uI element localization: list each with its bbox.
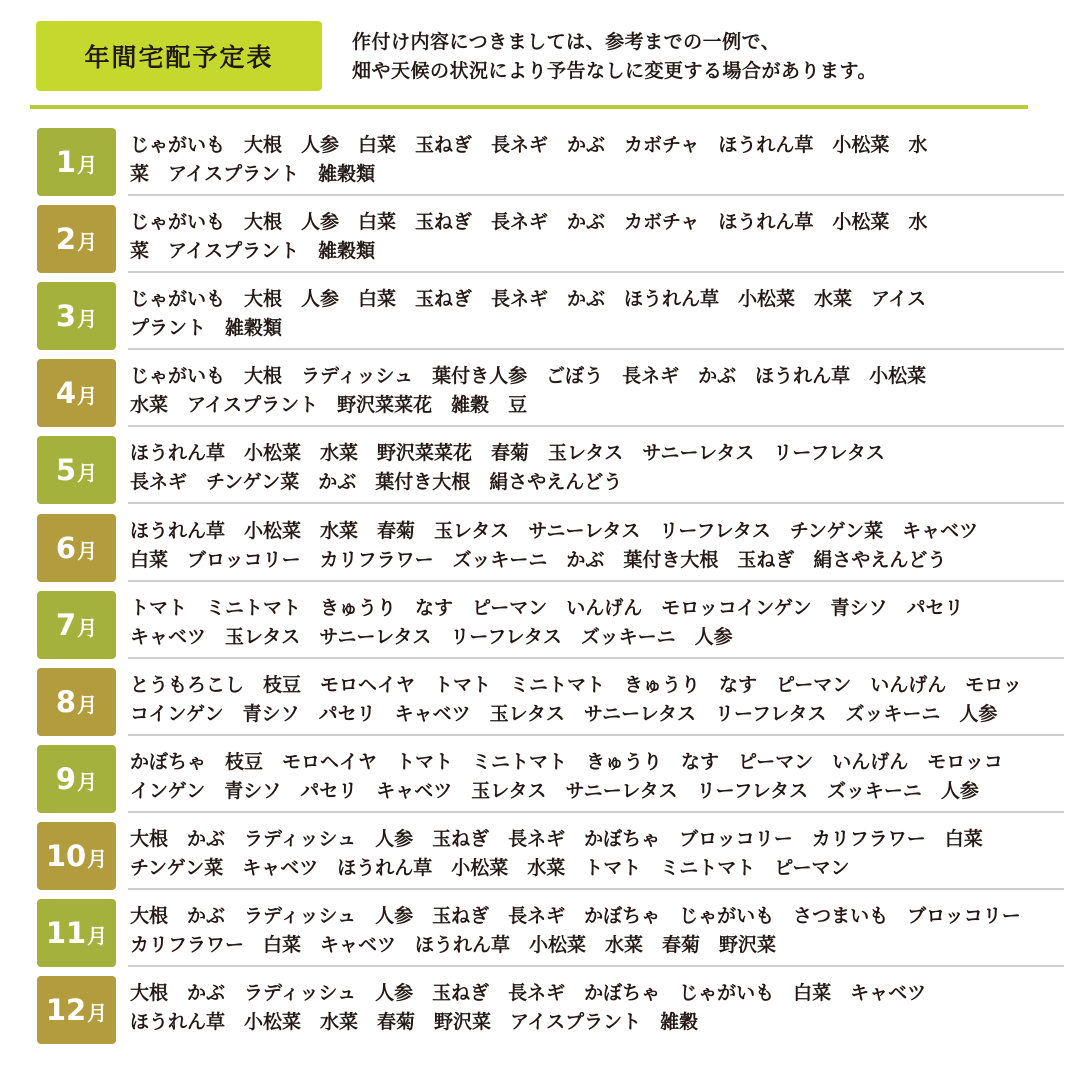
vegetable-list <box>130 439 1066 497</box>
vegetable-list <box>130 594 1066 652</box>
month-number: 7 <box>55 607 77 642</box>
month-row-1 <box>37 128 1067 196</box>
month-number: 8 <box>55 684 77 719</box>
month-number: 11 <box>45 915 87 950</box>
notice-line-2: 畑や天候の状況により予告なしに変更する場合があります。 <box>352 60 877 82</box>
vegetable-line-2: 長ネギ チンゲン菜 かぶ 葉付き大根 絹さやえんどう <box>130 471 623 493</box>
vegetable-line-1: ほうれん草 小松菜 水菜 野沢菜菜花 春菊 玉レタス サニーレタス リーフレタス <box>130 442 885 464</box>
month-unit: 月 <box>77 384 98 408</box>
month-row-9 <box>37 745 1067 813</box>
month-number: 3 <box>55 298 77 333</box>
vegetable-line-2: インゲン 青シソ パセリ キャベツ 玉レタス サニーレタス リーフレタス ズッキーニ 人参 <box>130 780 979 802</box>
row-divider <box>128 580 1064 582</box>
month-unit: 月 <box>77 461 98 485</box>
month-unit: 月 <box>77 616 98 640</box>
month-unit: 月 <box>77 307 98 331</box>
month-unit: 月 <box>87 924 108 948</box>
month-number: 9 <box>55 761 77 796</box>
vegetable-line-1: じゃがいも 大根 ラディッシュ 葉付き人参 ごぼう 長ネギ かぶ ほうれん草 小松菜 <box>130 365 927 387</box>
page-title-badge <box>36 21 322 91</box>
month-row-8 <box>37 668 1067 736</box>
header-divider <box>30 105 1028 109</box>
vegetable-list <box>130 979 1066 1037</box>
vegetable-list <box>130 131 1066 189</box>
row-divider <box>128 811 1064 813</box>
month-badge <box>37 899 116 967</box>
month-number: 4 <box>55 375 77 410</box>
vegetable-line-1: 大根 かぶ ラディッシュ 人参 玉ねぎ 長ネギ かぼちゃ じゃがいも さつまいも ブロッコリー <box>130 905 1021 927</box>
vegetable-line-2: プラント 雑穀類 <box>130 317 283 339</box>
notice-text <box>352 28 1052 86</box>
month-badge <box>37 976 116 1044</box>
row-divider <box>128 502 1064 504</box>
vegetable-list <box>130 285 1066 343</box>
vegetable-line-2: キャベツ 玉レタス サニーレタス リーフレタス ズッキーニ 人参 <box>130 626 733 648</box>
month-badge <box>37 436 116 504</box>
month-badge <box>37 745 116 813</box>
row-divider <box>128 965 1064 967</box>
row-divider <box>128 425 1064 427</box>
month-number: 6 <box>55 530 77 565</box>
row-divider <box>128 194 1064 196</box>
vegetable-line-1: 大根 かぶ ラディッシュ 人参 玉ねぎ 長ネギ かぼちゃ ブロッコリー カリフラワー 白菜 <box>130 828 983 850</box>
month-unit: 月 <box>77 153 98 177</box>
month-row-6 <box>37 514 1067 582</box>
row-divider <box>128 348 1064 350</box>
vegetable-line-2: チンゲン菜 キャベツ ほうれん草 小松菜 水菜 トマト ミニトマト ピーマン <box>130 857 850 879</box>
page-title: 年間宅配予定表 <box>84 43 274 72</box>
month-badge <box>37 591 116 659</box>
row-divider <box>128 271 1064 273</box>
month-number: 10 <box>45 838 87 873</box>
vegetable-list <box>130 748 1066 806</box>
month-row-12 <box>37 976 1067 1044</box>
vegetable-line-2: コインゲン 青シソ パセリ キャベツ 玉レタス サニーレタス リーフレタス ズッキーニ 人参 <box>130 703 998 725</box>
month-number: 1 <box>55 144 77 179</box>
vegetable-line-2: 水菜 アイスプラント 野沢菜菜花 雑穀 豆 <box>130 394 528 416</box>
month-row-5 <box>37 436 1067 504</box>
vegetable-line-1: ほうれん草 小松菜 水菜 春菊 玉レタス サニーレタス リーフレタス チンゲン菜 キャベツ <box>130 520 979 542</box>
month-row-4 <box>37 359 1067 427</box>
vegetable-line-2: 菜 アイスプラント 雑穀類 <box>130 240 376 262</box>
month-unit: 月 <box>87 847 108 871</box>
month-number: 12 <box>45 992 87 1027</box>
vegetable-line-2: ほうれん草 小松菜 水菜 春菊 野沢菜 アイスプラント 雑穀 <box>130 1011 699 1033</box>
vegetable-line-1: じゃがいも 大根 人参 白菜 玉ねぎ 長ネギ かぶ カボチャ ほうれん草 小松菜 水 <box>130 134 928 156</box>
month-badge <box>37 282 116 350</box>
vegetable-line-1: とうもろこし 枝豆 モロヘイヤ トマト ミニトマト きゅうり なす ピーマン いんげん モロッ <box>130 674 1022 696</box>
vegetable-line-1: トマト ミニトマト きゅうり なす ピーマン いんげん モロッコインゲン 青シソ パセリ <box>130 597 964 619</box>
vegetable-list <box>130 825 1066 883</box>
vegetable-list <box>130 671 1066 729</box>
vegetable-line-2: カリフラワー 白菜 キャベツ ほうれん草 小松菜 水菜 春菊 野沢菜 <box>130 934 777 956</box>
month-row-7 <box>37 591 1067 659</box>
vegetable-line-1: 大根 かぶ ラディッシュ 人参 玉ねぎ 長ネギ かぼちゃ じゃがいも 白菜 キャベツ <box>130 982 927 1004</box>
vegetable-line-2: 菜 アイスプラント 雑穀類 <box>130 163 376 185</box>
vegetable-list <box>130 517 1066 575</box>
month-badge <box>37 128 116 196</box>
month-unit: 月 <box>87 1001 108 1025</box>
notice-line-1: 作付け内容につきましては、参考までの一例で、 <box>352 31 781 53</box>
month-badge <box>37 822 116 890</box>
vegetable-line-2: 白菜 ブロッコリー カリフラワー ズッキーニ かぶ 葉付き大根 玉ねぎ 絹さやえんどう <box>130 549 947 571</box>
vegetable-list <box>130 902 1066 960</box>
month-row-11 <box>37 899 1067 967</box>
vegetable-line-1: かぼちゃ 枝豆 モロヘイヤ トマト ミニトマト きゅうり なす ピーマン いんげん モロッコ <box>130 751 1003 773</box>
vegetable-line-1: じゃがいも 大根 人参 白菜 玉ねぎ 長ネギ かぶ カボチャ ほうれん草 小松菜 水 <box>130 211 928 233</box>
month-row-2 <box>37 205 1067 273</box>
month-row-10 <box>37 822 1067 890</box>
month-badge <box>37 359 116 427</box>
month-badge <box>37 514 116 582</box>
vegetable-list <box>130 362 1066 420</box>
vegetable-list <box>130 208 1066 266</box>
row-divider <box>128 657 1064 659</box>
month-number: 5 <box>55 452 77 487</box>
vegetable-line-1: じゃがいも 大根 人参 白菜 玉ねぎ 長ネギ かぶ ほうれん草 小松菜 水菜 アイス <box>130 288 927 310</box>
month-badge <box>37 205 116 273</box>
month-unit: 月 <box>77 770 98 794</box>
month-badge <box>37 668 116 736</box>
month-unit: 月 <box>77 693 98 717</box>
month-unit: 月 <box>77 539 98 563</box>
month-unit: 月 <box>77 230 98 254</box>
row-divider <box>128 888 1064 890</box>
row-divider <box>128 734 1064 736</box>
month-number: 2 <box>55 221 77 256</box>
month-row-3 <box>37 282 1067 350</box>
